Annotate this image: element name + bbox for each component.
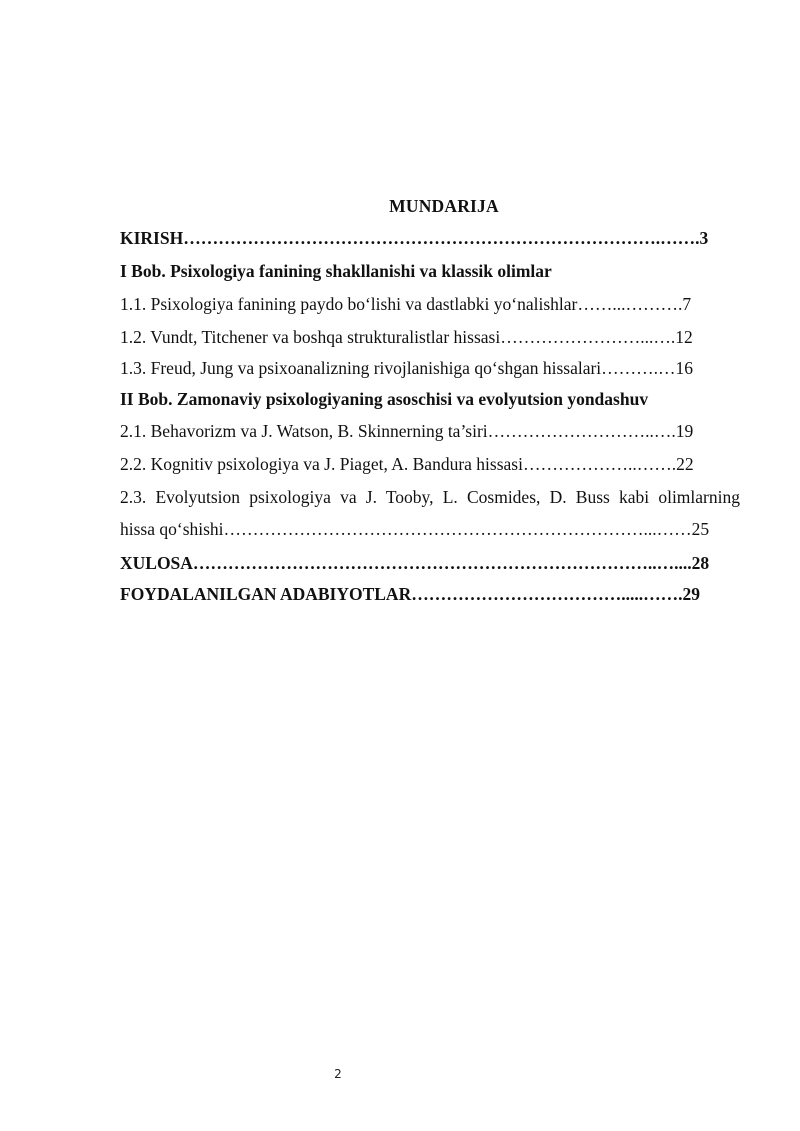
toc-entry-1-1: 1.1. Psixologiya fanining paydo bo‘lishi va dastlabki yo‘nalishlar……...……….7 bbox=[120, 294, 692, 314]
toc-entry-xulosa: XULOSA……………………………………………………………………..…....28 bbox=[120, 553, 710, 573]
toc-title: MUNDARIJA bbox=[389, 196, 499, 216]
toc-entry-2-1: 2.1. Behavorizm va J. Watson, B. Skinnerning ta’siri………………………..….19 bbox=[120, 421, 694, 441]
toc-entry-2-3-line-2: hissa qo‘shishi………………………………………………………………...……25 bbox=[120, 519, 710, 539]
page-number: 2 bbox=[334, 1067, 342, 1081]
toc-entry-1-3: 1.3. Freud, Jung va psixoanalizning rivojlanishiga qo‘shgan hissalari……….…16 bbox=[120, 358, 694, 378]
toc-entry-1-2: 1.2. Vundt, Titchener va boshqa strukturalistlar hissasi……………………...….12 bbox=[120, 327, 693, 347]
toc-entry-kirish: KIRISH……………………………………………………………………….…….3 bbox=[120, 228, 709, 248]
toc-entry-adabiyotlar: FOYDALANILGAN ADABIYOTLAR……………………………….....…….29 bbox=[120, 584, 700, 604]
toc-chapter-2-heading: II Bob. Zamonaviy psixologiyaning asoschisi va evolyutsion yondashuv bbox=[120, 389, 649, 409]
toc-entry-2-3-line-1: 2.3. Evolyutsion psixologiya va J. Tooby, L. Cosmides, D. Buss kabi olimlarning bbox=[120, 487, 740, 507]
toc-entry-2-2: 2.2. Kognitiv psixologiya va J. Piaget, A. Bandura hissasi………………..…….22 bbox=[120, 454, 694, 474]
toc-chapter-1-heading: I Bob. Psixologiya fanining shakllanishi va klassik olimlar bbox=[120, 261, 552, 281]
